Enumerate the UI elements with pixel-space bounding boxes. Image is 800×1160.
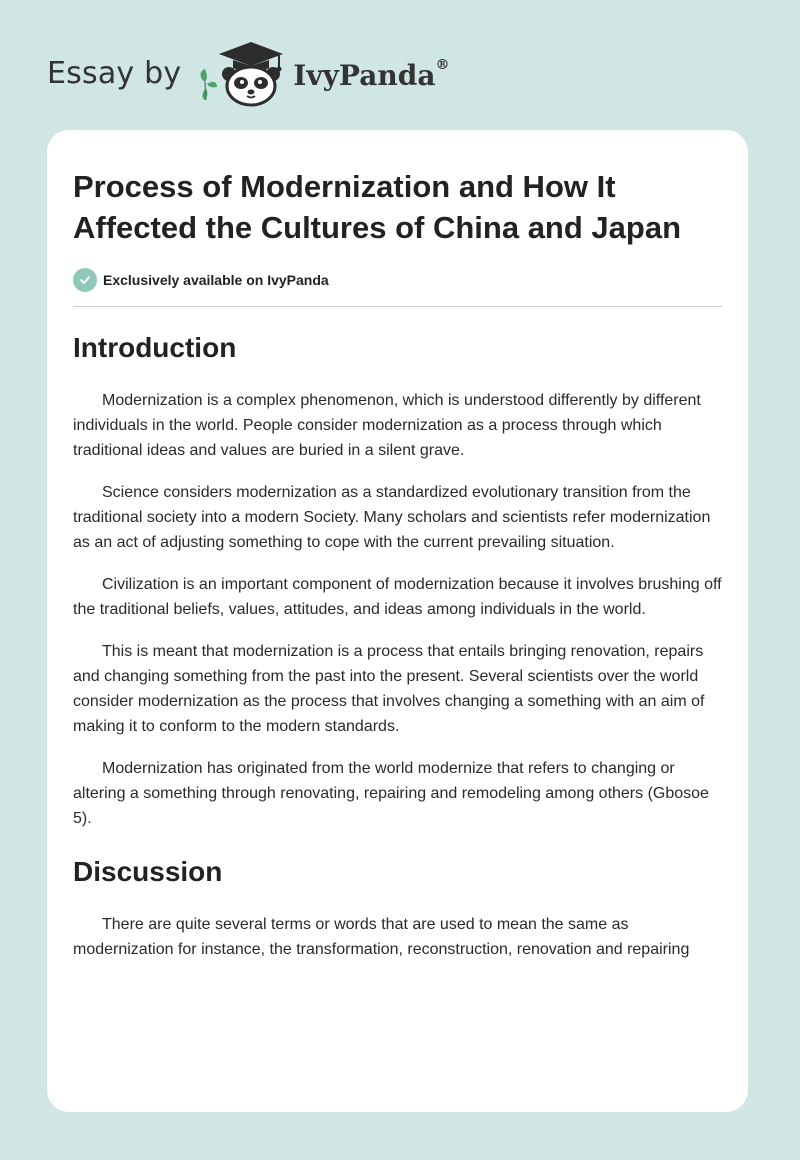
paragraph: This is meant that modernization is a process that entails bringing renovation, repairs and changing something from the past into the present. Several scientists over the world consider modernization as the process that involves changing a something with an aim of making it to conform to the modern standards. xyxy=(73,643,705,735)
paragraph: Civilization is an important component of modernization because it involves brushing off the traditional beliefs, values, attitudes, and ideas among individuals in the world. xyxy=(73,576,722,618)
title-divider xyxy=(73,306,722,307)
section-discussion xyxy=(73,855,722,962)
section-introduction xyxy=(73,331,722,831)
exclusive-badge xyxy=(73,268,722,292)
paragraph: There are quite several terms or words that are used to mean the same as modernization for instance, the transformation, reconstruction, renovation and repairing xyxy=(73,916,690,958)
paragraph: Modernization is a complex phenomenon, which is understood differently by different individuals in the world. People consider modernization as a process through which traditional ideas and values are buried in a silent grave. xyxy=(73,392,701,459)
check-icon xyxy=(73,268,97,292)
registered-mark: ® xyxy=(435,56,450,73)
essay-title: Process of Modernization and How It Affected the Cultures of China and Japan xyxy=(73,169,682,245)
essay-by-label: Essay by xyxy=(47,55,182,91)
essay-card xyxy=(47,130,748,1112)
section-heading: Introduction xyxy=(73,332,237,363)
brand-name[interactable] xyxy=(293,56,450,92)
section-heading: Discussion xyxy=(73,856,223,887)
ivypanda-logo-icon[interactable] xyxy=(195,38,287,108)
site-header xyxy=(47,38,449,108)
brand-text: IvyPanda xyxy=(293,58,436,92)
paragraph: Science considers modernization as a standardized evolutionary transition from the traditional society into a modern Society. Many scholars and scientists refer modernization as an act of adjusting something to cope with the current prevailing situation. xyxy=(73,484,711,551)
paragraph: Modernization has originated from the world modernize that refers to changing or altering a something through renovating, repairing and remodeling among others (Gbosoe 5). xyxy=(73,760,709,827)
exclusive-badge-text: Exclusively available on IvyPanda xyxy=(103,272,329,288)
